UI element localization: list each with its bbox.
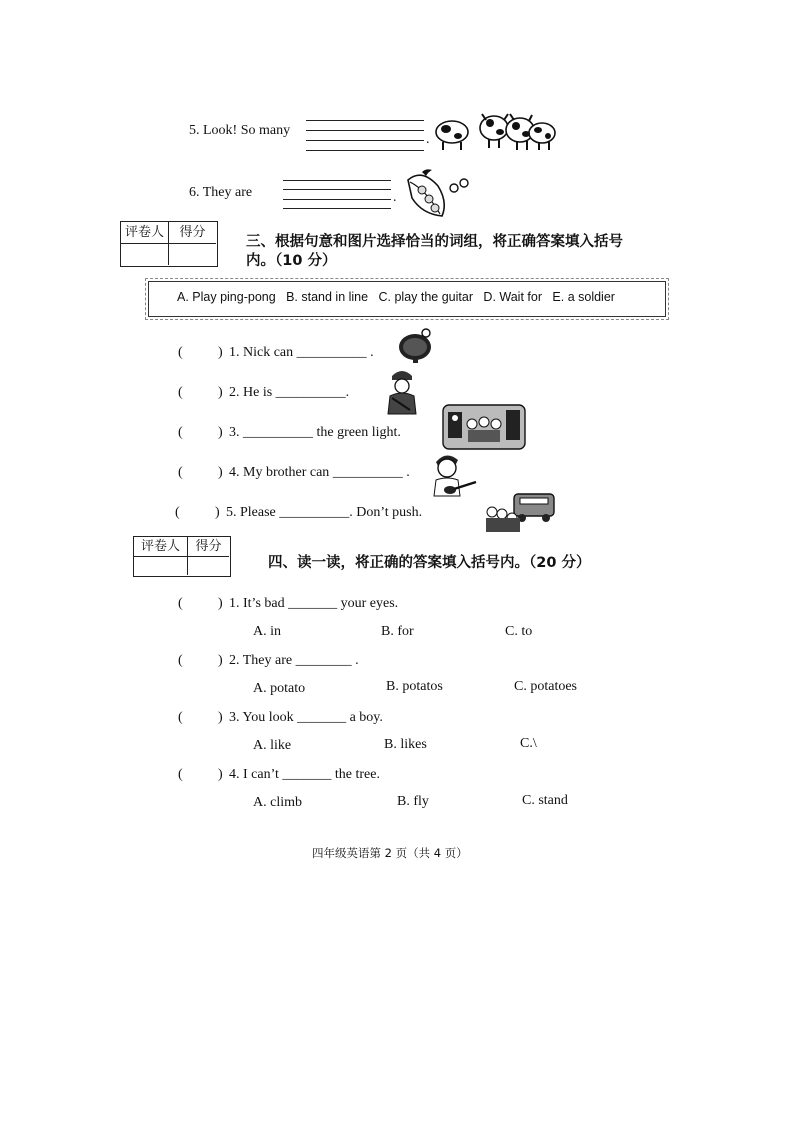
option-a: A. potato <box>253 681 306 696</box>
paren-close: ) <box>218 385 223 400</box>
part3-heading: 三、根据句意和图片选择恰当的词组，将正确答案填入括号 <box>246 234 623 250</box>
option-c: C. potatoes <box>514 679 577 694</box>
score-label: 得分 <box>169 222 216 244</box>
option-c: C. to <box>505 624 533 639</box>
paren-close: ) <box>218 465 223 480</box>
answer-blank[interactable] <box>184 650 218 670</box>
paren-close: ) <box>218 345 223 360</box>
q5-answer-lines[interactable] <box>306 118 424 154</box>
part3-heading-cont: 内。（10 分） <box>246 253 337 269</box>
queue-bus-picture <box>484 488 558 534</box>
option-b: B. for <box>381 624 414 639</box>
part3-score-box <box>120 221 218 267</box>
option-a: A. like <box>253 738 292 753</box>
question-text: 4. My brother can __________ . <box>229 465 410 480</box>
paren-close: ) <box>218 710 223 725</box>
peas-picture <box>402 168 474 220</box>
q5-period: . <box>426 132 430 147</box>
reviewer-label: 评卷人 <box>121 222 169 244</box>
options-box <box>148 281 666 317</box>
option-b: B. potatos <box>386 679 443 694</box>
option-c: C.\ <box>520 736 537 751</box>
question-text: 4. I can’t _______ the tree. <box>229 767 380 782</box>
paren-open: ( <box>178 425 183 440</box>
paren-open: ( <box>178 345 183 360</box>
answer-blank[interactable] <box>184 764 218 784</box>
paren-open: ( <box>178 465 183 480</box>
question-text: 3. __________ the green light. <box>229 425 401 440</box>
question-text: 5. Please __________. Don’t push. <box>226 505 423 520</box>
answer-blank[interactable] <box>184 707 218 727</box>
paren-open: ( <box>178 596 183 611</box>
guitar-picture <box>430 450 478 498</box>
soldier-picture <box>384 366 420 416</box>
q5-label: 5. Look! So many <box>189 123 291 138</box>
answer-blank[interactable] <box>184 593 218 613</box>
q6-label: 6. They are <box>189 185 253 200</box>
paren-close: ) <box>218 596 223 611</box>
score-cell[interactable] <box>169 244 216 265</box>
page-footer: 四年级英语第 2 页（共 4 页） <box>312 846 468 860</box>
green-light-picture <box>442 404 526 450</box>
paren-open: ( <box>178 653 183 668</box>
question-text: 2. He is __________. <box>229 385 350 400</box>
reviewer-cell[interactable] <box>134 557 188 575</box>
paren-open: ( <box>178 710 183 725</box>
option-a: A. in <box>253 624 281 639</box>
paren-open: ( <box>178 385 183 400</box>
paren-close: ) <box>218 653 223 668</box>
answer-blank[interactable] <box>184 382 218 402</box>
question-text: 2. They are ________ . <box>229 653 359 668</box>
paren-close: ) <box>218 425 223 440</box>
option-a: A. climb <box>253 795 302 810</box>
answer-blank[interactable] <box>184 342 218 362</box>
q6-period: . <box>393 190 397 205</box>
option-c: C. stand <box>522 793 568 808</box>
cows-picture <box>432 106 558 152</box>
option-b: B. fly <box>397 794 429 809</box>
paren-open: ( <box>175 505 180 520</box>
question-text: 1. It’s bad _______ your eyes. <box>229 596 399 611</box>
score-cell[interactable] <box>188 557 229 575</box>
paren-open: ( <box>178 767 183 782</box>
ping-pong-picture <box>396 327 434 363</box>
paren-close: ) <box>218 767 223 782</box>
answer-blank[interactable] <box>184 462 218 482</box>
answer-blank[interactable] <box>184 422 218 442</box>
answer-blank[interactable] <box>181 502 215 522</box>
paren-close: ) <box>215 505 220 520</box>
score-label: 得分 <box>188 537 229 557</box>
reviewer-label: 评卷人 <box>134 537 188 557</box>
question-text: 1. Nick can __________ . <box>229 345 374 360</box>
option-b: B. likes <box>384 737 427 752</box>
reviewer-cell[interactable] <box>121 244 169 265</box>
options-text: A. Play ping-pong B. stand in line C. play the guitar D. Wait for E. a soldier <box>177 290 615 304</box>
part4-score-box <box>133 536 231 577</box>
part4-heading: 四、读一读，将正确的答案填入括号内。（20 分） <box>268 555 591 571</box>
q6-answer-lines[interactable] <box>283 178 391 212</box>
question-text: 3. You look _______ a boy. <box>229 710 383 725</box>
